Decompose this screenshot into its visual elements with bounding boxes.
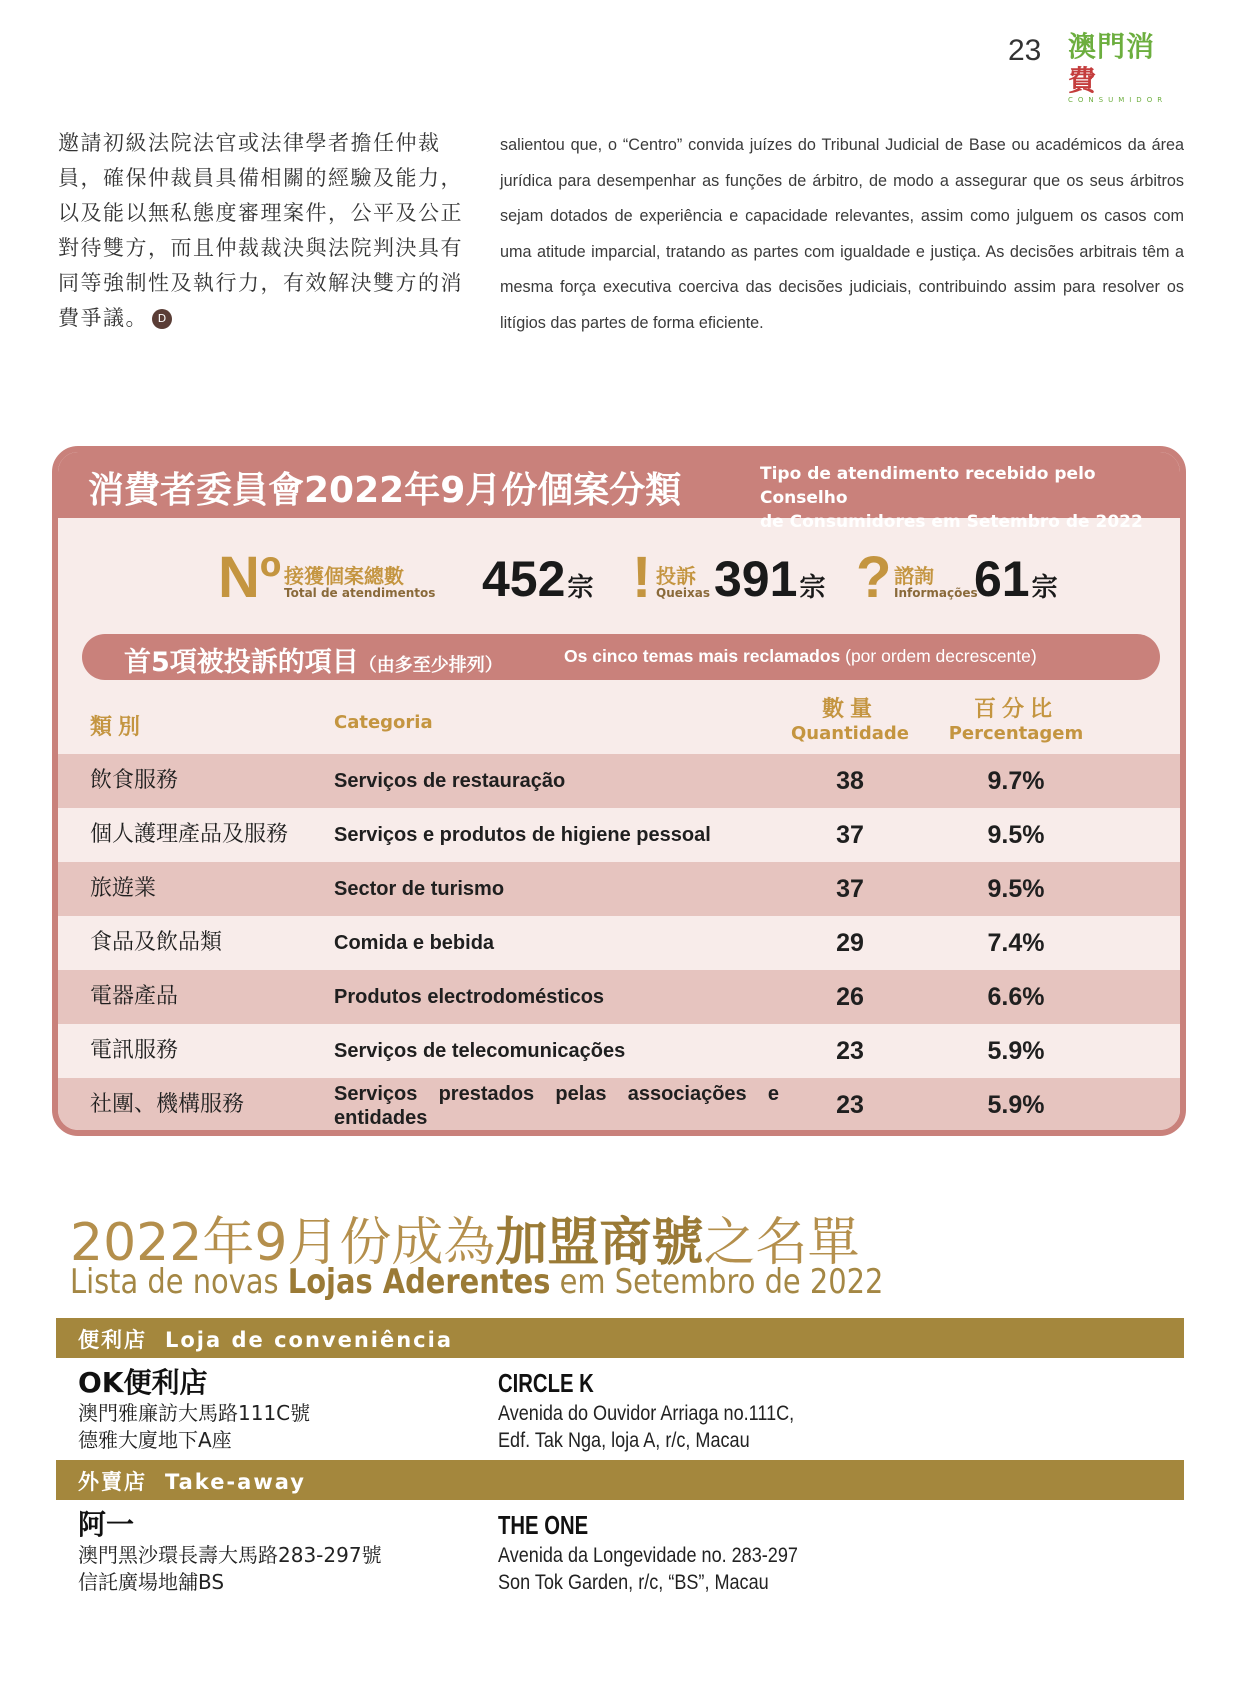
panel-title-zh: 消費者委員會2022年9月份個案分類 bbox=[88, 470, 682, 511]
panel-header bbox=[58, 452, 1180, 532]
row-quantity: 26 bbox=[836, 983, 864, 1011]
panel-title-pt bbox=[760, 462, 1180, 534]
stores-title-pt-part1: Lista de novas bbox=[70, 1262, 288, 1302]
column-header-category-pt: Categoria bbox=[334, 712, 433, 733]
band-label-pt: Loja de conveniência bbox=[165, 1328, 453, 1352]
stat-inquiries-value bbox=[974, 550, 1058, 608]
top5-note-zh: （由多至少排列） bbox=[358, 655, 503, 676]
stat-total-value bbox=[482, 550, 593, 608]
row-quantity: 23 bbox=[836, 1037, 864, 1065]
stores-title-pt-highlight: Lojas Aderentes bbox=[287, 1262, 551, 1302]
stat-inquiries-number: 61 bbox=[974, 551, 1030, 607]
band-label bbox=[78, 1466, 306, 1496]
stat-inquiries-label-zh: 諮詢 bbox=[894, 564, 934, 588]
row-category-pt: Serviços de telecomunicações bbox=[334, 1040, 626, 1062]
category-band-takeaway bbox=[56, 1460, 1184, 1500]
row-percentage: 5.9% bbox=[987, 1037, 1045, 1065]
store-name-pt: THE ONE bbox=[498, 1510, 589, 1540]
stores-title-zh-part2: 之名單 bbox=[703, 1213, 860, 1273]
row-category-zh: 社團、機構服務 bbox=[90, 1092, 245, 1117]
column-header-percentage-pt: Percentagem bbox=[948, 723, 1084, 744]
row-quantity: 38 bbox=[836, 767, 864, 795]
stores-title-pt-part2: em Setembro de 2022 bbox=[550, 1262, 884, 1302]
store-name-pt: CIRCLE K bbox=[498, 1368, 594, 1398]
store-name-zh: 阿一 bbox=[78, 1508, 135, 1541]
row-category-pt: Serviços de restauração bbox=[334, 770, 566, 792]
column-header-quantity-zh: 數量 bbox=[821, 697, 878, 722]
store-address-zh-line2: 德雅大廈地下A座 bbox=[78, 1428, 232, 1452]
brand-name-part: 澳門消 bbox=[1068, 30, 1156, 63]
store-address-pt-line2: Son Tok Garden, r/c, “BS”, Macau bbox=[498, 1571, 769, 1594]
store-entry-pt bbox=[498, 1508, 847, 1596]
row-category-pt: Produtos electrodomésticos bbox=[334, 986, 605, 1008]
stat-total-unit: 宗 bbox=[567, 572, 594, 602]
top5-subheading bbox=[82, 634, 1160, 680]
store-address-zh-line1: 澳門黑沙環長壽大馬路283-297號 bbox=[78, 1543, 382, 1567]
category-band-convenience bbox=[56, 1318, 1184, 1358]
row-percentage: 9.5% bbox=[987, 875, 1045, 903]
column-header-percentage bbox=[946, 698, 1086, 746]
case-statistics-panel bbox=[52, 446, 1186, 1136]
store-address-zh-line1: 澳門雅廉訪大馬路111C號 bbox=[78, 1401, 311, 1425]
stat-complaints-label-pt: Queixas bbox=[656, 586, 710, 600]
stats-summary bbox=[218, 545, 1118, 620]
table-row bbox=[58, 754, 1180, 808]
row-percentage: 9.5% bbox=[987, 821, 1045, 849]
panel-title-pt-line1: Tipo de atendimento recebido pelo Conselho bbox=[760, 464, 1096, 508]
table-row bbox=[58, 862, 1180, 916]
top5-title-pt: Os cinco temas mais reclamados bbox=[564, 646, 841, 666]
page-number: 23 bbox=[1008, 34, 1042, 67]
column-header-percentage-zh: 百分比 bbox=[973, 697, 1058, 722]
column-header-quantity-pt: Quantidade bbox=[791, 723, 909, 744]
complaint-table bbox=[58, 754, 1180, 1132]
band-label-pt: Take-away bbox=[165, 1470, 306, 1494]
brand-name-accent: 費 bbox=[1068, 64, 1098, 97]
row-category-pt: Serviços e produtos de higiene pessoal bbox=[334, 824, 711, 846]
row-category-zh: 個人護理產品及服務 bbox=[90, 822, 289, 847]
stat-inquiries-label-pt: Informações bbox=[894, 586, 978, 600]
panel-title-pt-line2: de Consumidores em Setembro de 2022 bbox=[760, 512, 1143, 532]
store-address-pt-line1: Avenida da Longevidade no. 283-297 bbox=[498, 1544, 798, 1567]
row-category-pt: Comida e bebida bbox=[334, 932, 495, 954]
intro-text-portuguese: salientou que, o “Centro” convida juízes do Tribunal Judicial de Base ou académicos da área jurídica para desempenhar as funções de árbitro, de modo a assegurar que os seus árbitros sejam dotados de experiência e capacidade relevantes, assim como julguem os casos com uma atitude imparcial, tratando as partes com igualdade e justiça. As decisões arbitrais têm a mesma força executiva coerciva das decisões judiciais, contribuindo assim para resolver os litígios das partes de forma eficiente. bbox=[500, 136, 1184, 332]
column-header-quantity bbox=[790, 698, 910, 746]
store-entry-zh bbox=[78, 1508, 382, 1596]
store-entry-zh bbox=[78, 1366, 310, 1454]
store-name-zh: OK便利店 bbox=[78, 1366, 208, 1399]
stores-section-title-pt bbox=[70, 1262, 883, 1302]
stat-complaints-number: 391 bbox=[714, 551, 798, 607]
brand-logo bbox=[1068, 30, 1183, 104]
row-percentage: 7.4% bbox=[987, 929, 1045, 957]
row-category-zh: 旅遊業 bbox=[90, 876, 157, 901]
stat-complaints-label-zh: 投訴 bbox=[656, 564, 696, 588]
intro-zh-body: 邀請初級法院法官或法律學者擔任仲裁員，確保仲裁員具備相關的經驗及能力，以及能以無私態度審理案件，公平及公正對待雙方，而且仲裁裁決與法院判決具有同等強制性及執行力，有效解決雙方的消費爭議。 bbox=[58, 131, 463, 330]
row-category-zh: 電訊服務 bbox=[90, 1038, 179, 1063]
number-sign-icon: Nº bbox=[218, 545, 282, 610]
row-quantity: 37 bbox=[836, 821, 864, 849]
row-category-zh: 食品及飲品類 bbox=[90, 930, 223, 955]
stat-inquiries-unit: 宗 bbox=[1031, 572, 1058, 602]
table-row bbox=[58, 808, 1180, 862]
table-row bbox=[58, 1078, 1180, 1132]
band-label-zh: 外賣店 bbox=[78, 1470, 147, 1494]
store-entry-pt bbox=[498, 1366, 842, 1454]
row-quantity: 29 bbox=[836, 929, 864, 957]
stores-title-zh-highlight: 加盟商號 bbox=[495, 1213, 704, 1273]
end-mark-icon: D bbox=[152, 309, 172, 329]
stat-complaints-value bbox=[714, 550, 825, 608]
stat-total-label-zh: 接獲個案總數 bbox=[284, 564, 404, 588]
store-address-zh-line2: 信託廣場地舖BS bbox=[78, 1570, 225, 1594]
row-category-pt: Sector de turismo bbox=[334, 878, 505, 900]
top5-subheading-pt bbox=[564, 646, 1037, 667]
row-category-zh: 飲食服務 bbox=[90, 768, 179, 793]
table-row bbox=[58, 916, 1180, 970]
stat-total-label-pt: Total de atendimentos bbox=[284, 586, 436, 600]
store-address-pt-line1: Avenida do Ouvidor Arriaga no.111C, bbox=[498, 1402, 795, 1425]
table-row bbox=[58, 1024, 1180, 1078]
row-category-pt: Serviços prestados pelas associações e entidades bbox=[334, 1083, 779, 1129]
row-quantity: 37 bbox=[836, 875, 864, 903]
row-percentage: 6.6% bbox=[987, 983, 1045, 1011]
stores-title-zh-part1: 2022年9月份成為 bbox=[70, 1213, 496, 1273]
row-percentage: 5.9% bbox=[987, 1091, 1045, 1119]
row-category-zh: 電器產品 bbox=[90, 984, 179, 1009]
column-header-category-zh: 類別 bbox=[90, 715, 147, 740]
row-percentage: 9.7% bbox=[987, 767, 1045, 795]
band-label bbox=[78, 1324, 453, 1354]
top5-title-zh: 首5項被投訴的項目 bbox=[124, 647, 359, 678]
top5-subheading-zh bbox=[124, 640, 503, 679]
stat-complaints-unit: 宗 bbox=[799, 572, 826, 602]
stat-total-number: 452 bbox=[482, 551, 566, 607]
question-icon: ? bbox=[856, 545, 892, 610]
store-address-pt-line2: Edf. Tak Nga, loja A, r/c, Macau bbox=[498, 1429, 750, 1452]
brand-subtitle: CONSUMIDOR bbox=[1068, 96, 1168, 104]
top5-note-pt: (por ordem decrescente) bbox=[840, 646, 1037, 666]
exclamation-icon: ! bbox=[632, 545, 652, 610]
band-label-zh: 便利店 bbox=[78, 1328, 147, 1352]
intro-text-chinese bbox=[58, 126, 470, 336]
table-row bbox=[58, 970, 1180, 1024]
row-quantity: 23 bbox=[836, 1091, 864, 1119]
